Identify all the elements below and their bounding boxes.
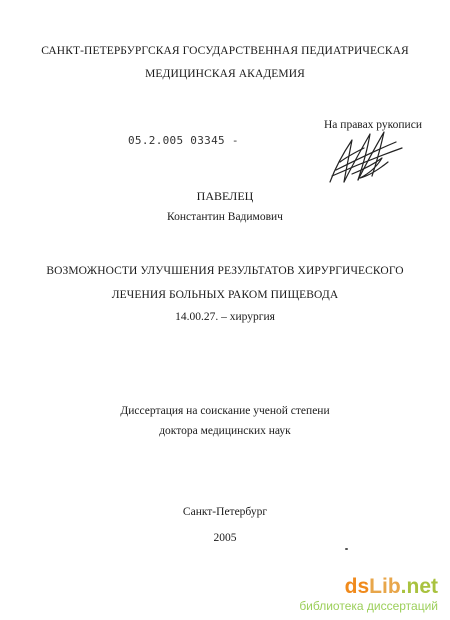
registration-stamp: 05.2.005 03345 -	[128, 134, 239, 147]
watermark-logo	[345, 576, 438, 598]
city: Санкт-Петербург	[182, 506, 268, 518]
thesis-title-line-1: ВОЗМОЖНОСТИ УЛУЧШЕНИЯ РЕЗУЛЬТАТОВ ХИРУРГИЧЕСКОГО	[46, 265, 404, 277]
watermark-logo-lib: Lib	[369, 575, 401, 598]
watermark-logo-ds: ds	[344, 575, 370, 598]
rights-notice: На правах рукописи	[324, 119, 422, 131]
year: 2005	[213, 532, 237, 544]
institution-line-1: САНКТ-ПЕТЕРБУРГСКАЯ ГОСУДАРСТВЕННАЯ ПЕДИАТРИЧЕСКАЯ	[41, 45, 409, 57]
author-given-names: Константин Вадимович	[167, 211, 283, 223]
degree-line-2: доктора медицинских наук	[159, 425, 291, 437]
watermark-caption: библиотека диссертаций	[299, 599, 438, 613]
author-surname: ПАВЕЛЕЦ	[196, 189, 254, 203]
thesis-title-line-2: ЛЕЧЕНИЯ БОЛЬНЫХ РАКОМ ПИЩЕВОДА	[111, 289, 339, 301]
watermark-logo-net: .net	[400, 575, 438, 598]
institution-line-2: МЕДИЦИНСКАЯ АКАДЕМИЯ	[145, 68, 305, 80]
watermark	[272, 576, 444, 616]
degree-line-1: Диссертация на соискание ученой степени	[120, 405, 330, 417]
handwritten-signature	[322, 126, 406, 188]
scan-speck	[345, 548, 348, 550]
specialty-code: 14.00.27. – хирургия	[175, 311, 275, 323]
